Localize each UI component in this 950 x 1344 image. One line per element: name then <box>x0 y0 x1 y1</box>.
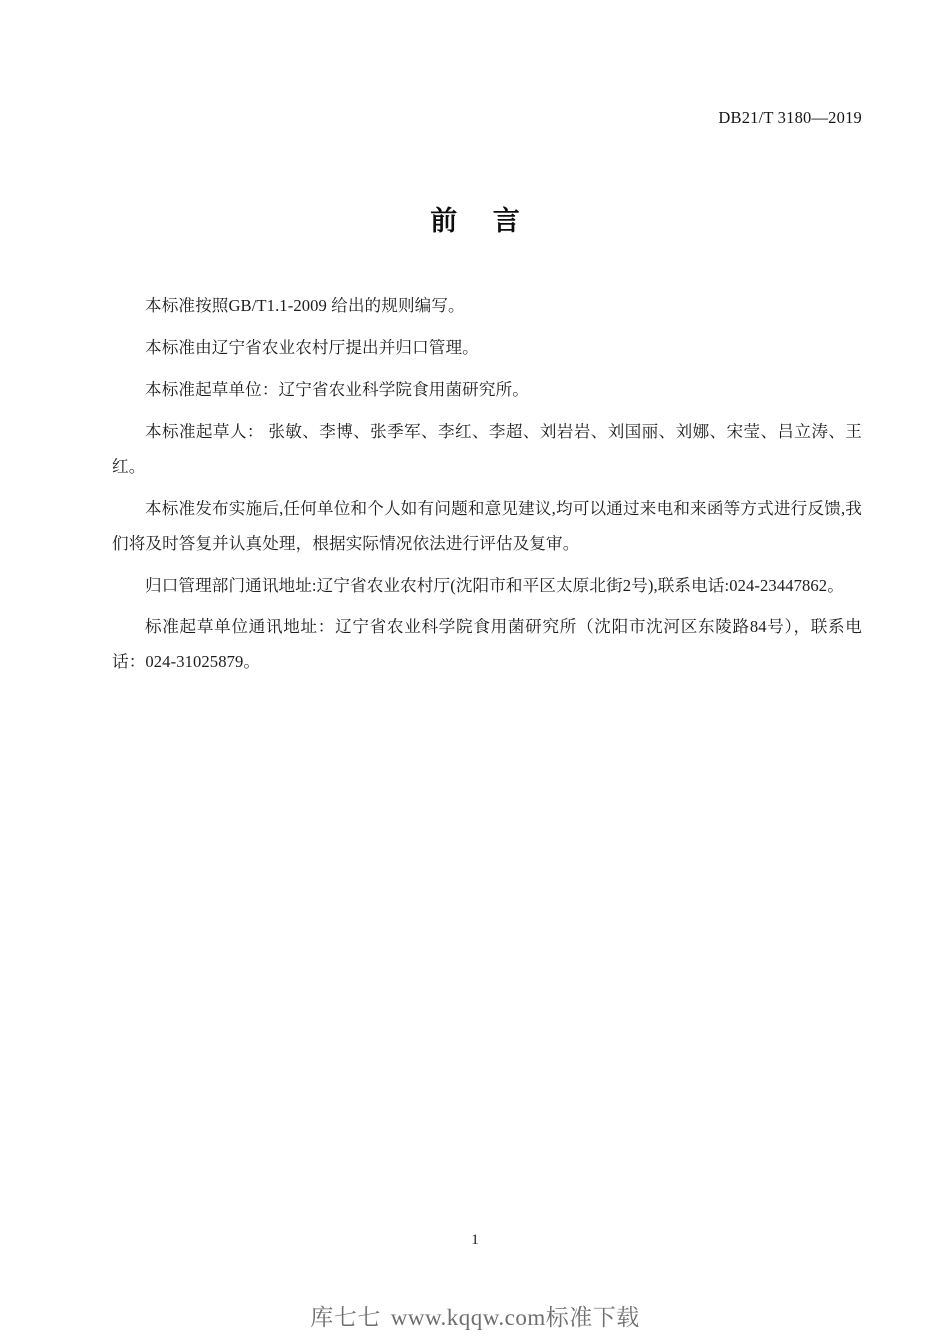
page-title: 前 言 <box>430 206 533 237</box>
running-header-standard-code: DB21/T 3180—2019 <box>718 108 862 127</box>
paragraph: 本标准由辽宁省农业农村厅提出并归口管理。 <box>145 338 479 357</box>
paragraph: 本标准起草单位：辽宁省农业科学院食用菌研究所。 <box>145 380 529 399</box>
paragraph: 本标准按照GB/T1.1-2009 给出的规则编写。 <box>145 296 465 315</box>
paragraph: 标准起草单位通讯地址：辽宁省农业科学院食用菌研究所（沈阳市沈河区东陵路84号），联系电话：024-31025879。 <box>112 617 862 671</box>
footer-watermark <box>0 1299 950 1332</box>
paragraph: 本标准发布实施后,任何单位和个人如有问题和意见建议,均可以通过来电和来函等方式进行反馈,我们将及时答复并认真处理，根据实际情况依法进行评估及复审。 <box>112 499 862 553</box>
watermark-brand: 库七七 <box>310 1305 381 1330</box>
page-number: 1 <box>471 1232 479 1248</box>
paragraph: 本标准起草人： 张敏、李博、张季军、李红、李超、刘岩岩、刘国丽、刘娜、宋莹、吕立涛、王红。 <box>112 422 862 476</box>
paragraph: 归口管理部门通讯地址:辽宁省农业农村厅(沈阳市和平区太原北街2号),联系电话:024-23447862。 <box>145 576 844 595</box>
watermark-site: www.kqqw.com标准下载 <box>390 1305 640 1330</box>
foreword-body <box>112 288 862 679</box>
